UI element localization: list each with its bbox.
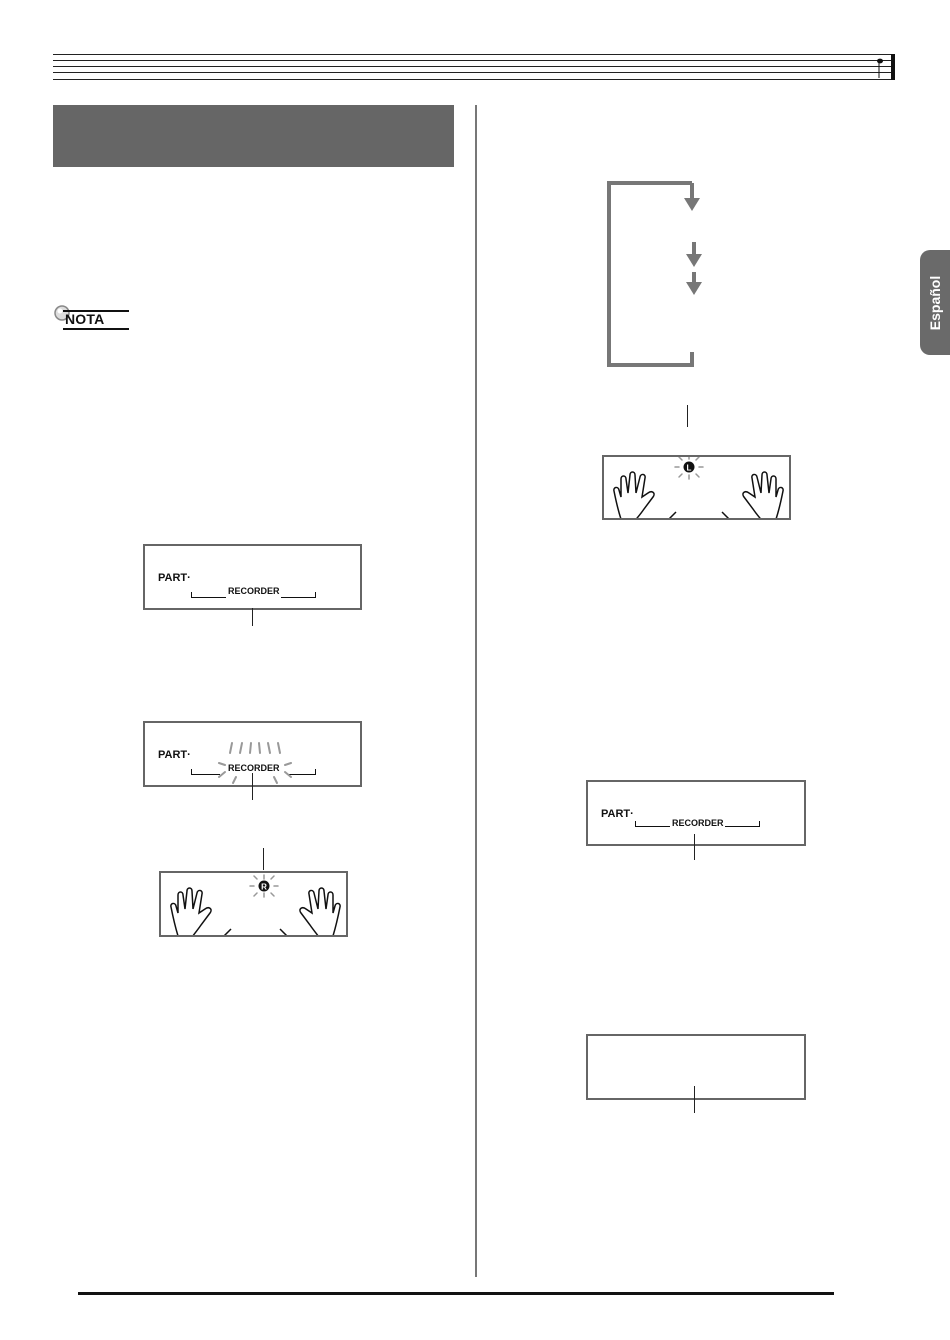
music-note-icon	[877, 54, 885, 80]
flash-rays-icon	[215, 741, 295, 787]
arrow-down-icon	[686, 254, 702, 267]
arrow-down-icon	[684, 198, 700, 211]
column-divider	[475, 105, 477, 1277]
staff-end-bar	[891, 54, 895, 80]
recorder-label: RECORDER	[672, 818, 724, 828]
staff-line	[53, 72, 895, 73]
hands-icon	[604, 457, 791, 520]
staff-header	[53, 54, 895, 80]
lcd-display-blank	[586, 1034, 806, 1100]
staff-line	[53, 60, 895, 61]
language-tab[interactable]	[920, 250, 950, 355]
staff-line	[53, 66, 895, 67]
hand-indicator-text: R	[261, 882, 267, 892]
language-tab-label: Español	[927, 275, 943, 330]
bracket-right	[725, 821, 760, 827]
hands-icon	[161, 873, 348, 937]
bracket-left	[191, 592, 226, 598]
arrow-down-icon	[686, 282, 702, 295]
pointer-line	[694, 1086, 695, 1113]
part-label: PART·	[158, 572, 191, 584]
part-label: PART·	[601, 808, 634, 820]
lcd-display	[143, 544, 362, 610]
staff-line	[53, 79, 895, 80]
footer-rule	[78, 1292, 834, 1295]
pointer-line	[263, 848, 264, 870]
hands-display-right	[159, 871, 348, 937]
note-marker	[53, 304, 133, 330]
recorder-label: RECORDER	[228, 586, 280, 596]
section-title-box	[53, 105, 454, 167]
bracket-left	[635, 821, 670, 827]
bracket-right	[281, 592, 316, 598]
recorder-label: RECORDER	[228, 763, 280, 773]
note-label: NOTA	[65, 311, 105, 327]
staff-line	[53, 54, 895, 55]
hand-indicator-text: L	[686, 463, 692, 473]
lcd-display	[586, 780, 806, 846]
pointer-line	[252, 773, 253, 800]
pointer-line	[252, 608, 253, 626]
pointer-line	[687, 405, 688, 427]
part-label: PART·	[158, 749, 191, 761]
loop-diagram	[604, 180, 708, 370]
hands-display-left	[602, 455, 791, 520]
pointer-line	[694, 834, 695, 860]
